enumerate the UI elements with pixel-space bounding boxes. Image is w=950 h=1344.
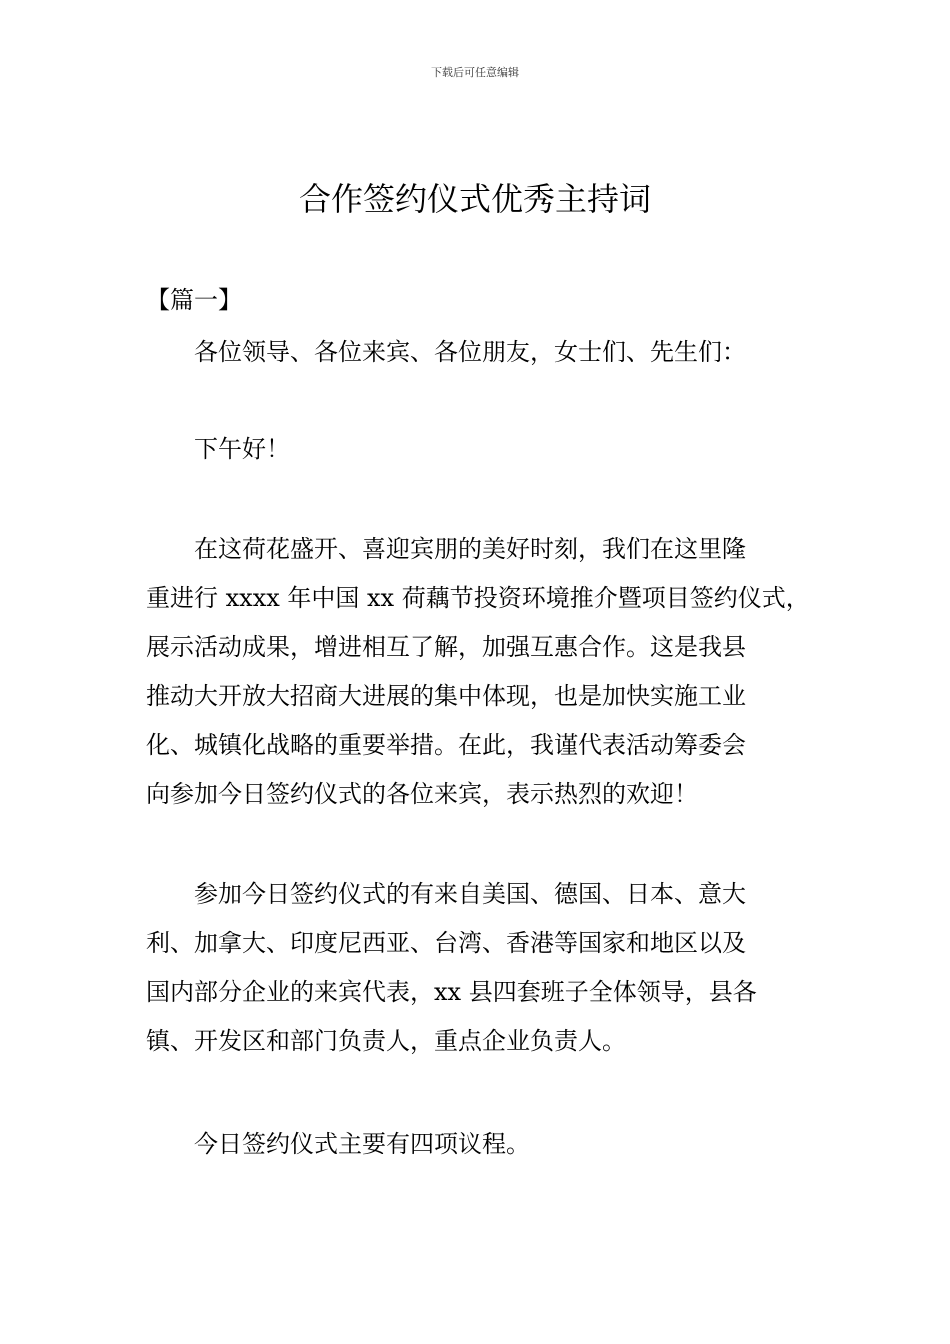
document-title: 合作签约仪式优秀主持词: [298, 180, 651, 218]
paragraph-line: 重进行 xxxx 年中国 xx 荷藕节投资环境推介暨项目签约仪式，: [146, 584, 810, 612]
paragraph-good-afternoon: [146, 425, 810, 474]
paragraph-line: 利、加拿大、印度尼西亚、台湾、香港等国家和地区以及: [146, 929, 746, 957]
header-note: 下载后可任意编辑: [431, 66, 519, 79]
paragraph-attendees: [146, 870, 810, 1066]
paragraph-line: 今日签约仪式主要有四项议程。: [194, 1130, 530, 1158]
paragraph-line: 推动大开放大招商大进展的集中体现，也是加快实施工业: [146, 682, 746, 710]
paragraph-line: 化、城镇化战略的重要举措。在此，我谨代表活动筹委会: [146, 731, 746, 759]
section-label: 【篇一】: [146, 286, 242, 314]
paragraph-line: 向参加今日签约仪式的各位来宾，表示热烈的欢迎！: [146, 780, 698, 808]
paragraph-line: 展示活动成果，增进相互了解，加强互惠合作。这是我县: [146, 633, 746, 661]
paragraph-line: 国内部分企业的来宾代表，xx 县四套班子全体领导，县各: [146, 978, 757, 1006]
paragraph-line: 各位领导、各位来宾、各位朋友，女士们、先生们：: [194, 338, 746, 366]
paragraph-greeting: [146, 328, 810, 377]
paragraph-line: 镇、开发区和部门负责人，重点企业负责人。: [146, 1027, 626, 1055]
paragraph-line: 在这荷花盛开、喜迎宾朋的美好时刻，我们在这里隆: [194, 535, 746, 563]
paragraph-welcome: [146, 525, 810, 819]
paragraph-line: 参加今日签约仪式的有来自美国、德国、日本、意大: [194, 880, 746, 908]
paragraph-line: 下午好！: [194, 435, 290, 463]
paragraph-agenda: [146, 1120, 810, 1169]
